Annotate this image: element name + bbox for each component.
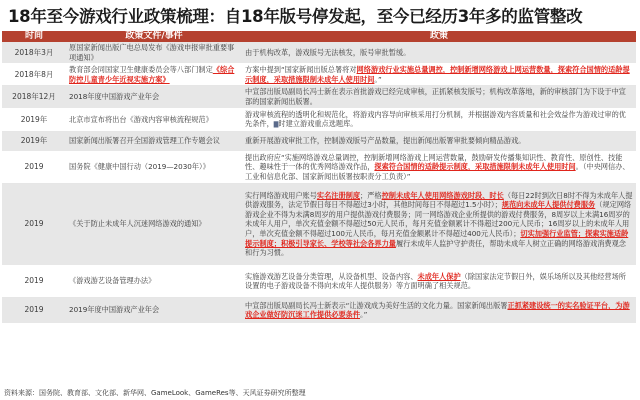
- row-policy: [242, 131, 636, 151]
- header-doc: 政策文件/事件: [66, 31, 242, 42]
- row-time: 2019年: [2, 108, 66, 131]
- policy-text: 中宣部出版局副局长冯士新在表示首批游戏已经完成审核，正抓紧核发版号；机构改革落地，新的审核部门为下设于中宣部的国家新闻出版署。: [245, 87, 626, 106]
- source-footnote: 资料来源：国务院、教育部、文化部、新华网、GameLook、GameRes等、天风证券研究所整理: [4, 389, 306, 397]
- row-policy: [242, 108, 636, 131]
- policy-text: 实施游戏游艺设备分类管理，从设备机型、设备内容、: [245, 271, 418, 281]
- policy-text: 由于机构改革，游戏版号无法核发，版号审批暂缓。: [245, 47, 411, 57]
- highlight-text: 切实加强行业监管；探索实施适龄提示制度；积极引导家长、学校等社会各界力量: [245, 229, 629, 248]
- policy-text: 。”: [374, 74, 382, 84]
- row-time: 2019: [2, 265, 66, 297]
- row-policy: [242, 64, 636, 86]
- row-policy: [242, 297, 636, 323]
- row-document: 国务院《健康中国行动（2019—2030年）》: [66, 151, 242, 183]
- highlight-text: 实名注册制度: [316, 190, 361, 200]
- header-time: 时间: [2, 31, 66, 42]
- row-document: 2019年度中国游戏产业年会: [66, 297, 242, 323]
- policy-text: （每日22时到次日8时不得为未成年人提供游戏服务，法定节假日每日不得超过3小时，其他时间每日不得超过1.5小时）；: [245, 190, 633, 210]
- row-policy: [242, 86, 636, 108]
- row-document: 原国家新闻出版广电总局发布《游戏申报审批重要事项通知》: [66, 42, 242, 64]
- row-time: 2019: [2, 297, 66, 323]
- policy-text: 方案中提到“国家新闻出版总署将对: [245, 65, 357, 75]
- doc-text: 教育部会同国家卫生健康委员会等八部门制定: [69, 65, 213, 75]
- policy-text: （除国家法定节假日外，娱乐场所以及其他经营场所设置的电子游戏设备不得向未成年人提供服务）等方面明确了相关规范。: [245, 271, 626, 291]
- row-document: 《关于防止未成年人沉迷网络游戏的通知》: [66, 183, 242, 265]
- highlight-text: 探索符合国情的适龄提示制度，采取措施限制未成年人使用时间: [374, 162, 576, 172]
- highlight-text: 控制未成年人使用网络游戏时段、时长: [381, 190, 504, 200]
- header-policy: 政策: [242, 31, 636, 42]
- redaction-mark: ▇: [273, 121, 279, 129]
- table-row: [2, 108, 636, 131]
- highlight-text: 《综合防控儿童青少年近视实施方案》: [69, 65, 235, 84]
- row-document: 北京市宣布将出台《游戏内容审核流程规范》: [66, 108, 242, 131]
- row-time: 2019年: [2, 131, 66, 151]
- table-row: [2, 86, 636, 108]
- row-document: 《游戏游艺设备管理办法》: [66, 265, 242, 297]
- row-time: 2019: [2, 183, 66, 265]
- table-row: [2, 265, 636, 297]
- row-policy: [242, 265, 636, 297]
- highlight-text: 规范向未成年人提供付费服务: [501, 200, 596, 210]
- row-document: [66, 64, 242, 86]
- row-policy: [242, 151, 636, 183]
- policy-table: [2, 31, 636, 324]
- table-row: [2, 183, 636, 265]
- policy-text: 重新开展游戏审批工作，控制游戏版号产品数量，提出新闻出版署审批要倾向精品游戏。: [245, 136, 526, 146]
- highlight-text: 网络游戏行业实施总量调控，控制新增网络游戏上网运营数量，探索符合国情的适龄提示制度，采取措施限制未成年人使用时间: [245, 65, 630, 84]
- row-document: 国家新闻出版署召开全国游戏管理工作专题会议: [66, 131, 242, 151]
- table-header-row: [2, 31, 636, 42]
- policy-text: 实行网络游戏用户账号: [245, 190, 317, 200]
- table-row: [2, 64, 636, 86]
- policy-text: 时建立游戏重点选题库。: [278, 119, 358, 129]
- table-row: [2, 42, 636, 64]
- row-time: 2018年12月: [2, 86, 66, 108]
- row-policy: [242, 42, 636, 64]
- page-title: 18年至今游戏行业政策梳理：自18年版号停发起，至今已经历3年多的监管整改: [8, 7, 583, 26]
- policy-text: 游戏审核流程的透明化和规范化，将游戏内容导向审核采用打分机制，并根据游戏内容质量和社会效益作为游戏过审的优先条件，: [245, 109, 626, 129]
- table-row: [2, 131, 636, 151]
- table-row: [2, 151, 636, 183]
- policy-text: 。（中央网信办、工业和信息化部、国家新闻出版署按职责分工负责）”: [245, 162, 630, 182]
- policy-text: 。”: [360, 310, 368, 320]
- highlight-text: 正抓紧建设统一的实名验证平台，为游戏企业做好防沉迷工作提供必要条件: [245, 300, 630, 320]
- row-policy: [242, 183, 636, 265]
- policy-text: （规定网络游戏企业不得为未满8周岁的用户提供游戏付费服务；同一网络游戏企业所提供的游戏付费服务，8周岁以上未满16周岁的未成年人用户，单次充值金额不得超过50元人民币，每月充值金额累计不得超过200元人民币；16周岁以上的未成年人用户，单次充值金额不得超过100元人民币，每月充值金额累计不得超过400元人民币）；: [245, 200, 632, 239]
- highlight-text: 未成年人保护: [417, 271, 461, 281]
- table-row: [2, 297, 636, 323]
- row-time: 2018年8月: [2, 64, 66, 86]
- row-document: 2018年度中国游戏产业年会: [66, 86, 242, 108]
- policy-text: 提出政府应“实施网络游戏总量调控，控制新增网络游戏上网运营数量，鼓励研发传播集知识性、教育性、原创性、技能性、趣味性于一体的优秀网络游戏作品，: [245, 152, 623, 172]
- row-time: 2019: [2, 151, 66, 183]
- policy-text: ；严格: [360, 190, 382, 200]
- policy-text: 中宣部出版局副局长冯士新表示“让游戏成为美好生活的文化力量。国家新闻出版署: [245, 300, 508, 310]
- policy-text: 履行未成年人监护守护责任，帮助未成年人树立正确的网络游戏消费观念和行为习惯。: [245, 238, 626, 258]
- row-time: 2018年3月: [2, 42, 66, 64]
